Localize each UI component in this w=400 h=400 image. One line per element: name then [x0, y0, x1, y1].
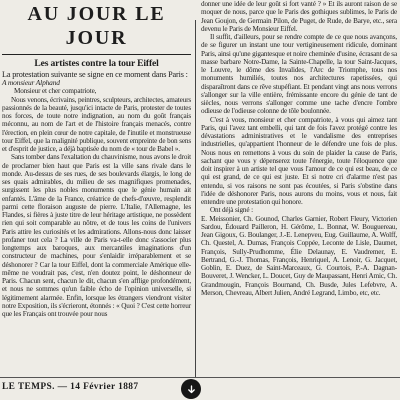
- letter-paragraph-5: C'est à vous, monsieur et cher compatriote, à vous qui aimez tant Paris, qui l'avez tant embelli, qui tant de fois l'avez protégé contre les dévastations administratives et le vandalisme des entreprises industrielles, qu'appartient l'honneur de le défendre une fois de plus. Nous nous en remettons à vous du soin de plaider la cause de Paris, sachant que vous y dépenserez toute l'énergie, toute l'éloquence que doit inspirer à un artiste tel que vous l'amour de ce qui est beau, de ce qui est grand, de ce qui est juste. Et si notre cri d'alarme n'est pas entendu, si vos raisons ne sont pas écoutées, si Paris s'obstine dans l'idée de déshonorer Paris, nous aurons du moins, vous et nous, fait entendre une protestation qui honore.: [201, 115, 397, 206]
- letter-paragraph-4: Il suffit, d'ailleurs, pour se rendre compte de ce que nous avançons, de se figurer un instant une tour vertigineusement ridicule, dominant Paris, ainsi qu'une gigantesque et noire cheminée d'usine, écrasant de sa masse barbare Notre-Dame, la Sainte-Chapelle, la tour Saint-Jacques, le Louvre, le dôme des Invalides, l'Arc de Triomphe, tous nos monuments humiliés, toutes nos architectures rapetissées, qui disparaîtront dans ce rêve stupéfiant. Et pendant vingt ans nous verrons s'allonger sur la ville entière, frémissante encore du génie de tant de siècles, nous verrons s'allonger comme une tache d'encre l'ombre odieuse de l'odieuse colonne de tôle boulonnée.: [201, 33, 397, 116]
- letter-paragraph-3: donner une idée de leur goût si fort vanté ? » Et ils auront raison de se moquer de nous, parce que le Paris des gothiques sublimes, le Paris de Jean Goujon, de Germain Pilon, de Puget, de Rude, de Barye, etc., sera devenu le Paris de Monsieur Eiffel.: [201, 0, 397, 33]
- letter-salutation: Monsieur et cher compatriote,: [14, 87, 97, 96]
- page-footer: [0, 377, 400, 400]
- masthead-rule: [2, 54, 191, 55]
- scroll-down-button[interactable]: [181, 379, 201, 399]
- source-citation: LE TEMPS. — 14 Février 1887: [2, 382, 139, 392]
- article-lede: La protestation suivante se signe en ce moment dans Paris :: [2, 70, 188, 79]
- right-column: [201, 0, 397, 297]
- left-column: [2, 0, 191, 318]
- arrow-down-icon: [187, 385, 196, 394]
- letter-paragraph-2: Sans tomber dans l'exaltation du chauvinisme, nous avons le droit de proclamer bien haut que Paris est la ville sans rivale dans le monde. Au-dessus de ses rues, de ses boulevards élargis, le long de ses quais admirables, du milieu de ses magnifiques promenades, surgissent les plus nobles monuments que le génie humain ait enfantés. L'âme de la France, créatrice de chefs-d'œuvre, resplendit parmi cette floraison auguste de pierre. L'Italie, l'Allemagne, les Flandes, si fières à juste titre de leur héritage artistique, ne possèdent rien qui soit comparable au nôtre, et de tous les coins de l'univers Paris attire les curiosités et les admirations. Allons-nous donc laisser profaner tout cela ? La ville de Paris va-t-elle donc s'associer plus longtemps aux baroques, aux mercantiles imaginations d'un constructeur de machines, pour s'enlaidir irréparablement et se déshonorer ? Car la tour Eiffel, dont la commerciale Amérique elle-même ne voudrait pas, c'est, n'en doutez point, le déshonneur de Paris. Chacun sent, chacun le dit, chacun s'en afflige profondément, et nous ne sommes qu'un faible écho de l'opinion universelle, si légitimement alarmée. Enfin, lorsque les étrangers viendront visiter notre Exposition, ils s'écrieront, étonnés : « Quoi ? C'est cette horreur que les Français ont trouvée pour nous: [2, 153, 191, 319]
- masthead: AU JOUR LE JOUR: [27, 3, 166, 49]
- letter-paragraph-1: Nous venons, écrivains, peintres, sculpteurs, architectes, amateurs passionnés de la beauté, jusqu'ici intacte de Paris, protester de toutes nos forces, de toute notre indignation, au nom du goût français méconnu, au nom de l'art et de l'histoire français menacés, contre l'érection, en plein cœur de notre capitale, de l'inutile et monstrueuse tour Eiffel, que la malignité publique, souvent empreinte de bon sens et d'esprit de justice, a déjà baptisée du nom de « tour de Babel ».: [2, 95, 191, 154]
- article-title: Les artistes contre la tour Eiffel: [34, 58, 159, 69]
- letter-addressee: A monsieur Alphand: [2, 78, 60, 88]
- signatories-list: E. Meissonier, Ch. Gounod, Charles Garnier, Robert Fleury, Victorien Sardou, Édouard Pailleron, H. Gérôme, L. Bonnat, W. Bouguereau, Jean Gigoux, G. Boulanger, J.-E. Lenepveu, Eug. Guillaume, A. Wolff, Ch. Questel, A. Dumas, François Coppée, Leconte de Lisle, Daumet, François, Sully-Prudhomme, Élie Delaunay, E. Vaudremer, E. Bertrand, G.-J. Thomas, François, Henriquel, A. Lenoir, G. Jacquet, Goblin, E. Duez, de Saint-Marceaux, G. Courtois, P.-A. Dagnan-Bouveret, J. Wencker, L. Doucet, Guy de Maupassant, Henri Amic, Ch. Grandmougin, François Bournand, Ch. Busde, Jules Lefebvre, A. Merson, Chevreau, Albert Julien, André Legrand, Limbo, etc, etc.: [201, 214, 397, 297]
- signatories-intro: Ont déjà signé :: [210, 206, 253, 215]
- column-divider: [195, 20, 196, 392]
